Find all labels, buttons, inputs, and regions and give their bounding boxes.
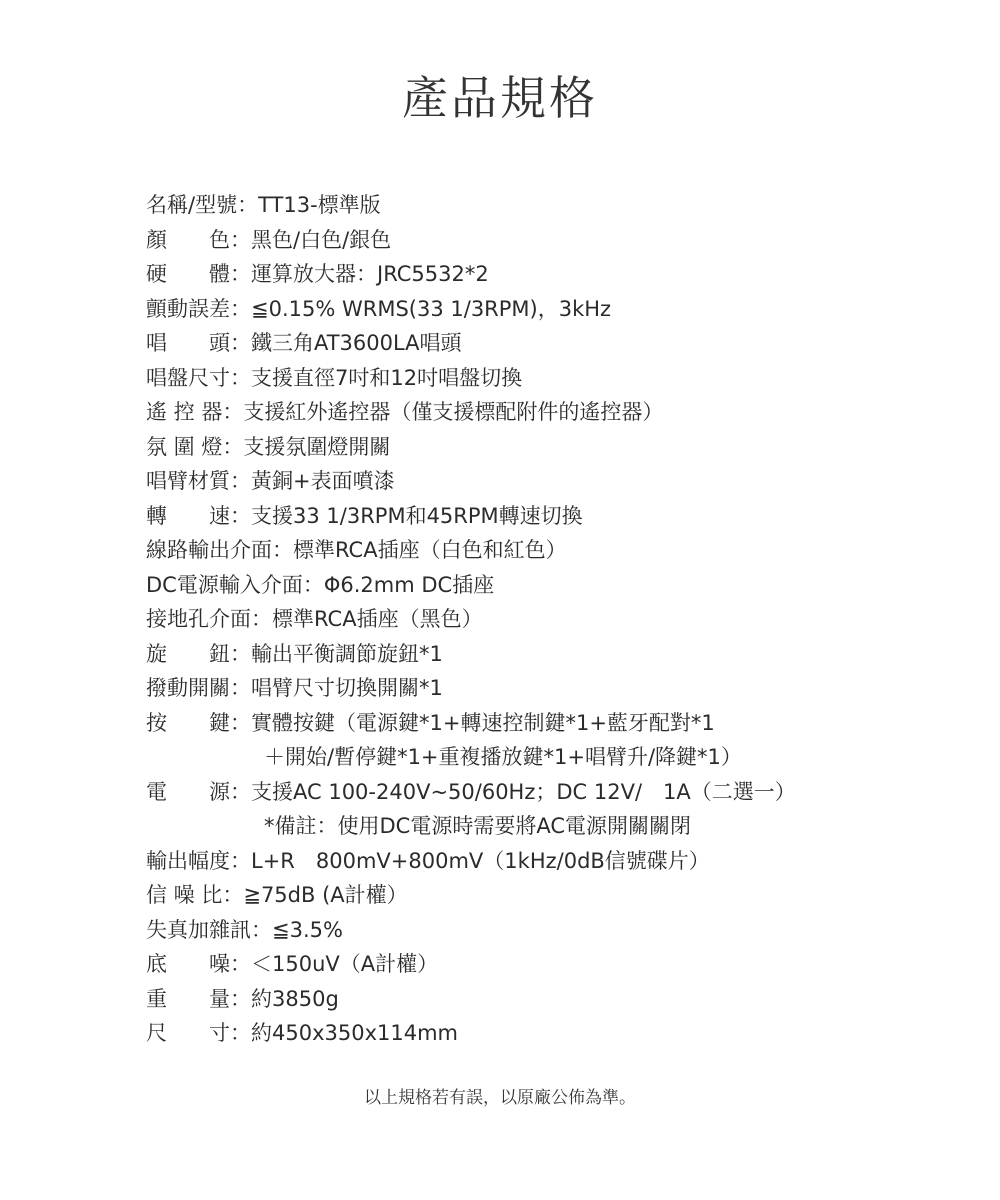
spec-power-note: *備註：使用DC電源時需要將AC電源開關關閉 <box>264 814 691 838</box>
spec-hardware: 硬 體：運算放大器：JRC5532*2 <box>146 262 489 286</box>
spec-color: 顏 色：黑色/白色/銀色 <box>146 227 392 252</box>
spec-knob: 旋 鈕：輸出平衡調節旋鈕*1 <box>146 641 443 666</box>
footer-disclaimer: 以上規格若有誤，以原廠公佈為準。 <box>364 1088 636 1108</box>
spec-buttons-continued: ＋開始/暫停鍵*1+重複播放鍵*1+唱臂升/降鍵*1） <box>264 745 742 769</box>
spec-power: 電 源：支援AC 100-240V~50/60Hz；DC 12V/ 1A（二選一） <box>146 779 796 804</box>
spec-dimensions: 尺 寸：約450x350x114mm <box>146 1021 459 1045</box>
spec-thd-n: 失真加雜訊：≦3.5% <box>146 917 343 942</box>
spec-remote: 遙 控 器：支援紅外遙控器（僅支援標配附件的遙控器） <box>146 400 664 424</box>
spec-speed: 轉 速：支援33 1/3RPM和45RPM轉速切換 <box>146 503 583 528</box>
spec-output-level: 輸出幅度：L+R 800mV+800mV（1kHz/0dB信號碟片） <box>146 848 710 873</box>
spec-noise-floor: 底 噪：＜150uV（A計權） <box>146 952 439 976</box>
spec-list <box>146 188 986 1051</box>
spec-ambient-light: 氛 圍 燈：支援氛圍燈開關 <box>146 434 391 459</box>
spec-wow-flutter: 顫動誤差：≦0.15% WRMS(33 1/3RPM)，3kHz <box>146 296 612 321</box>
spec-dc-input: DC電源輸入介面：Φ6.2mm DC插座 <box>146 572 495 597</box>
spec-weight: 重 量：約3850g <box>146 986 339 1011</box>
spec-snr: 信 噪 比：≧75dB (A計權） <box>146 883 408 907</box>
spec-toggle-switch: 撥動開關：唱臂尺寸切換開關*1 <box>146 676 443 700</box>
spec-line-output: 線路輸出介面：標準RCA插座（白色和紅色） <box>146 538 567 562</box>
spec-ground: 接地孔介面：標準RCA插座（黑色） <box>146 607 483 631</box>
spec-buttons: 按 鍵：實體按鍵（電源鍵*1+轉速控制鍵*1+藍牙配對*1 <box>146 710 715 735</box>
page-title: 產品規格 <box>402 71 598 125</box>
spec-record-size: 唱盤尺寸：支援直徑7吋和12吋唱盤切換 <box>146 365 523 390</box>
spec-model: 名稱/型號：TT13-標準版 <box>146 193 381 217</box>
spec-cartridge: 唱 頭：鐵三角AT3600LA唱頭 <box>146 331 462 355</box>
spec-tonearm-material: 唱臂材質：黃銅+表面噴漆 <box>146 469 395 493</box>
